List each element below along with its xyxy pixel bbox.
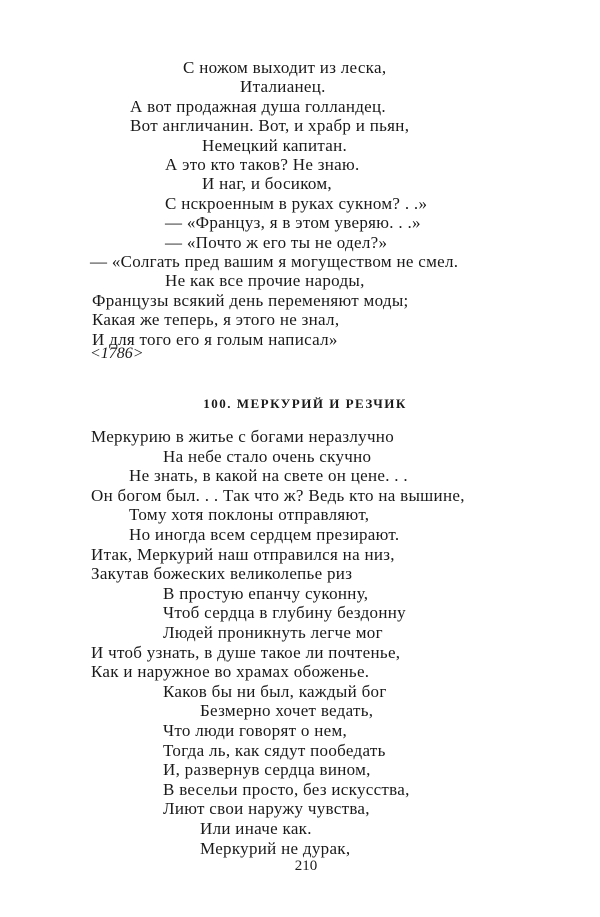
verse-line: Италианец. [240, 77, 326, 97]
verse-line: В простую епанчу суконну, [163, 583, 369, 603]
verse-line: Вот англичанин. Вот, и храбр и пьян, [130, 116, 410, 136]
poem-title: 100. МЕРКУРИЙ И РЕЗЧИК [203, 396, 407, 411]
verse-line: Какая же теперь, я этого не знал, [92, 310, 340, 330]
verse-line: — «Француз, я в этом уверяю. . .» [165, 213, 421, 233]
verse-line: Тогда ль, как сядут пообедать [163, 740, 386, 760]
verse-line: И наг, и босиком, [202, 174, 332, 194]
verse-line: Как и наружное во храмах обоженье. [91, 662, 370, 682]
verse-line: С ножом выходит из леска, [183, 58, 387, 77]
poem-date: <1786> [90, 345, 144, 362]
verse-line: А это кто таков? Не знаю. [165, 155, 360, 174]
verse-line: Меркурию в житье с богами неразлучно [91, 427, 395, 446]
verse-line: И чтоб узнать, в душе такое ли почтенье, [91, 642, 401, 662]
verse-line: Каков бы ни был, каждый бог [163, 681, 387, 701]
verse-line: Тому хотя поклоны отправляют, [129, 505, 370, 525]
verse-line: Чтоб сердца в глубину бездонну [163, 603, 406, 623]
verse-line: И для того его я голым написал» [92, 329, 338, 349]
verse-line: Он богом был. . . Так что ж? Ведь кто на вышине, [91, 485, 465, 505]
verse-line: Безмерно хочет ведать, [200, 701, 374, 721]
verse-line: Закутав божеских великолепье риз [91, 564, 353, 584]
verse-line: Не как все прочие народы, [165, 271, 365, 291]
verse-line: А вот продажная душа голландец. [130, 96, 386, 116]
verse-line: Немецкий капитан. [202, 135, 348, 155]
verse-line: Лиют свои наружу чувства, [163, 799, 370, 819]
verse-line: И, развернув сердца вином, [163, 760, 371, 780]
verse-line: — «Почто ж его ты не одел?» [165, 232, 388, 252]
verse-line: Французы всякий день переменяют моды; [92, 290, 409, 310]
verse-line: Итак, Меркурий наш отправился на низ, [91, 544, 395, 564]
verse-line: Или иначе как. [200, 819, 312, 838]
verse-line: Не знать, в какой на свете он цене. . . [129, 466, 408, 486]
verse-line: Что люди говорят о нем, [163, 721, 348, 740]
verse-line: На небе стало очень скучно [163, 446, 372, 466]
verse-line: — «Солгать пред вашим я могуществом не смел. [90, 252, 459, 271]
verse-line: В весельи просто, без искусства, [163, 779, 410, 799]
page-number: 210 [294, 858, 318, 874]
verse-line: Людей проникнуть легче мог [163, 623, 383, 642]
verse-line: Меркурий не дурак, [200, 838, 351, 858]
verse-line: Но иногда всем сердцем презирают. [129, 525, 400, 544]
verse-line: С нскроенным в руках сукном? . .» [165, 193, 428, 213]
